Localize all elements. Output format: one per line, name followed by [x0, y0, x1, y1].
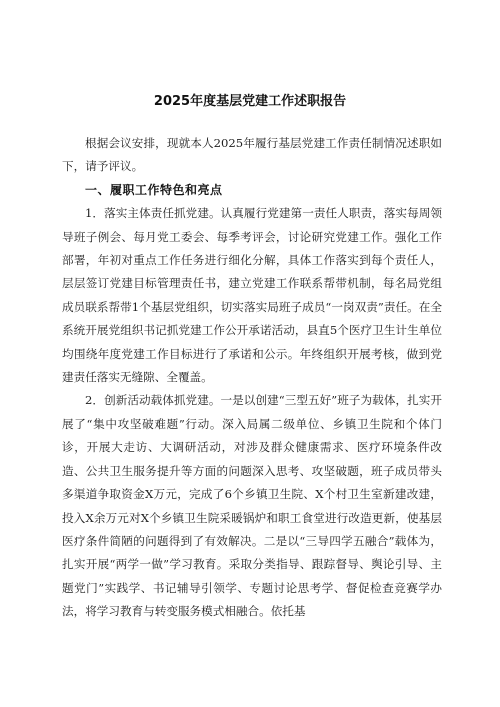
- intro-paragraph: 根据会议安排，现就本人2025年履行基层党建工作责任制情况述职如下，请予评议。: [62, 136, 442, 174]
- document-title: 2025年度基层党建工作述职报告: [153, 94, 347, 109]
- document-body: [62, 132, 442, 624]
- section-heading: 一、履职工作特色和亮点: [85, 182, 223, 197]
- item-2-paragraph: 2．创新活动载体抓党建。一是以创建“三型五好”班子为载体，扎实开展了“集中攻坚破难题”行动。深入局属二级单位、乡镇卫生院和个体门诊，开展大走访、大调研活动，对涉及群众健康需求、医疗环境条件改造、公共卫生服务提升等方面的问题深入思考、攻坚破题，班子成员带头多渠道争取资金X万元，完成了6个乡镇卫生院、X个村卫生室新建改建，投入X余万元对X个乡镇卫生院采暖锅炉和职工食堂进行改造更新，使基层医疗条件简陋的问题得到了有效解决。二是以“三导四学五融合”载体为，扎实开展“两学一做”学习教育。采取分类指导、跟踪督导、舆论引导、主题党门”实践学、书记辅导引领学、专题讨论思考学、督促检查竞赛学办法，将学习教育与转变服务模式相融合。依托基: [62, 393, 442, 619]
- item-1-paragraph: 1．落实主体责任抓党建。认真履行党建第一责任人职责，落实每周领导班子例会、每月党工委会、每季考评会，讨论研究党建工作。强化工作部署，年初对重点工作任务进行细化分解，具体工作落实到每个责任人，层层签订党建目标管理责任书，建立党建工作联系帮带机制，每名局党组成员联系帮带1个基层党组织，切实落实局班子成员“一岗双责”责任。在全系统开展党组织书记抓党建工作公开承诺活动，县直5个医疗卫生计生单位均围绕年度党建工作目标进行了承诺和公示。年终组织开展考核，做到党建责任落实无缝隙、全覆盖。: [62, 206, 442, 385]
